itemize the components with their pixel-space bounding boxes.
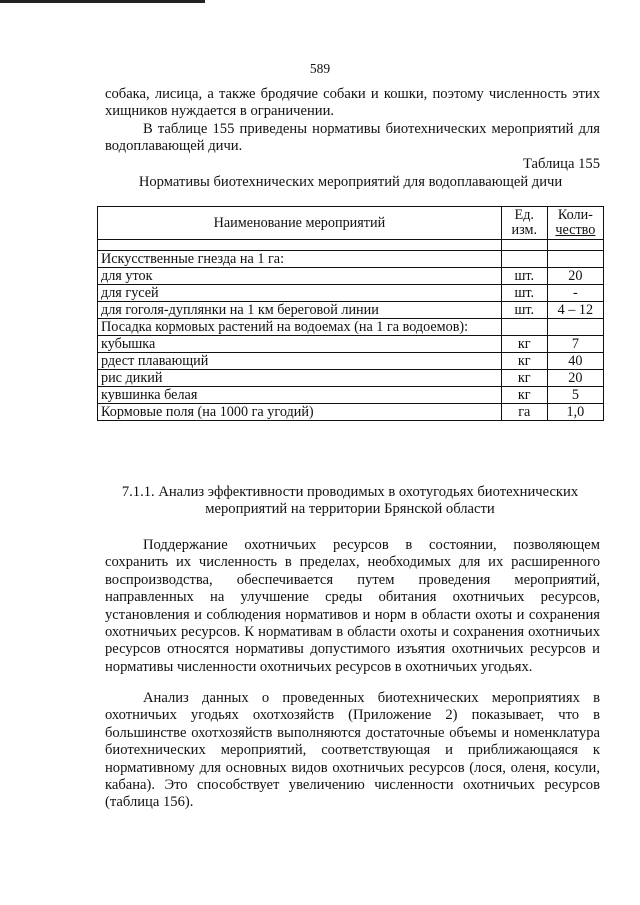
row-quantity: -	[547, 285, 603, 302]
row-unit: кг	[501, 336, 547, 353]
row-name: кубышка	[98, 336, 502, 353]
table-label: Таблица 155	[522, 156, 600, 172]
row-unit: га	[501, 404, 547, 421]
intro-table-reference: В таблице 155 приведены нормативы биотехнических мероприятий для водоплавающей дичи.	[105, 121, 600, 155]
top-edge-bar	[0, 0, 205, 3]
row-name: рис дикий	[98, 370, 502, 387]
table-row	[98, 302, 604, 319]
table-row	[98, 285, 604, 302]
row-quantity: 7	[547, 336, 603, 353]
table-row	[98, 268, 604, 285]
table-spacer-row	[98, 240, 604, 251]
table-row	[98, 353, 604, 370]
section-heading: 7.1.1. Анализ эффективности проводимых в охотугодьях биотехнических мероприятий на территории Брянской области	[121, 484, 579, 518]
row-unit: шт.	[501, 268, 547, 285]
row-quantity: 5	[547, 387, 603, 404]
header-quantity: Коли- чество	[547, 207, 603, 240]
row-name: для уток	[98, 268, 502, 285]
row-quantity: 20	[547, 268, 603, 285]
row-name: для гоголя-дуплянки на 1 км береговой линии	[98, 302, 502, 319]
row-unit: кг	[501, 353, 547, 370]
row-name: кувшинка белая	[98, 387, 502, 404]
section-paragraph-2: Анализ данных о проведенных биотехнических мероприятиях в охотничьих угодьях охотхозяйств (Приложение 2) показывает, что в большинстве охотхозяйств выполняются достаточные объемы и номенклатура биотехнических мероприятий, соответствующая и приближающаяся к нормативному для основных видов охотничьих ресурсов (лося, оленя, косули, кабана). Это способствует увеличению численности охотничьих ресурсов (таблица 156).	[105, 690, 600, 811]
header-unit: Ед. изм.	[501, 207, 547, 240]
row-unit: шт.	[501, 302, 547, 319]
section-paragraph-1: Поддержание охотничьих ресурсов в состоянии, позволяющем сохранить их численность в пределах, необходимых для их расширенного воспроизводства, обеспечивается путем проведения мероприятий, направленных на улучшение среды обитания охотничьих ресурсов, установления и соблюдения нормативов и норм в области охоты и сохранения охотничьих ресурсов. К нормативам в области охоты и сохранения охотничьих ресурсов относятся нормативы допустимого изъятия охотничьих ресурсов и нормативы численности охотничьих ресурсов в охотничьих угодьях.	[105, 537, 600, 675]
row-quantity: 1,0	[547, 404, 603, 421]
page-number: 589	[309, 61, 331, 76]
row-unit: кг	[501, 387, 547, 404]
table-row	[98, 404, 604, 421]
row-quantity: 40	[547, 353, 603, 370]
row-name: для гусей	[98, 285, 502, 302]
row-unit	[501, 251, 547, 268]
row-unit: кг	[501, 370, 547, 387]
header-name: Наименование мероприятий	[98, 207, 502, 240]
row-quantity: 20	[547, 370, 603, 387]
table-row	[98, 251, 604, 268]
row-name: Посадка кормовых растений на водоемах (на 1 га водоемов):	[98, 319, 502, 336]
intro-continuation: собака, лисица, а также бродячие собаки и кошки, поэтому численность этих хищников нуждается в ограничении.	[105, 86, 600, 120]
row-quantity	[547, 319, 603, 336]
row-quantity: 4 – 12	[547, 302, 603, 319]
table-row	[98, 319, 604, 336]
row-unit: шт.	[501, 285, 547, 302]
row-unit	[501, 319, 547, 336]
table-header-row	[98, 207, 604, 240]
table-row	[98, 370, 604, 387]
row-name: Искусственные гнезда на 1 га:	[98, 251, 502, 268]
normatives-table	[97, 206, 604, 421]
row-name: рдест плавающий	[98, 353, 502, 370]
table-row	[98, 336, 604, 353]
row-name: Кормовые поля (на 1000 га угодий)	[98, 404, 502, 421]
table-title: Нормативы биотехнических мероприятий для водоплавающей дичи	[138, 174, 563, 190]
table-row	[98, 387, 604, 404]
row-quantity	[547, 251, 603, 268]
